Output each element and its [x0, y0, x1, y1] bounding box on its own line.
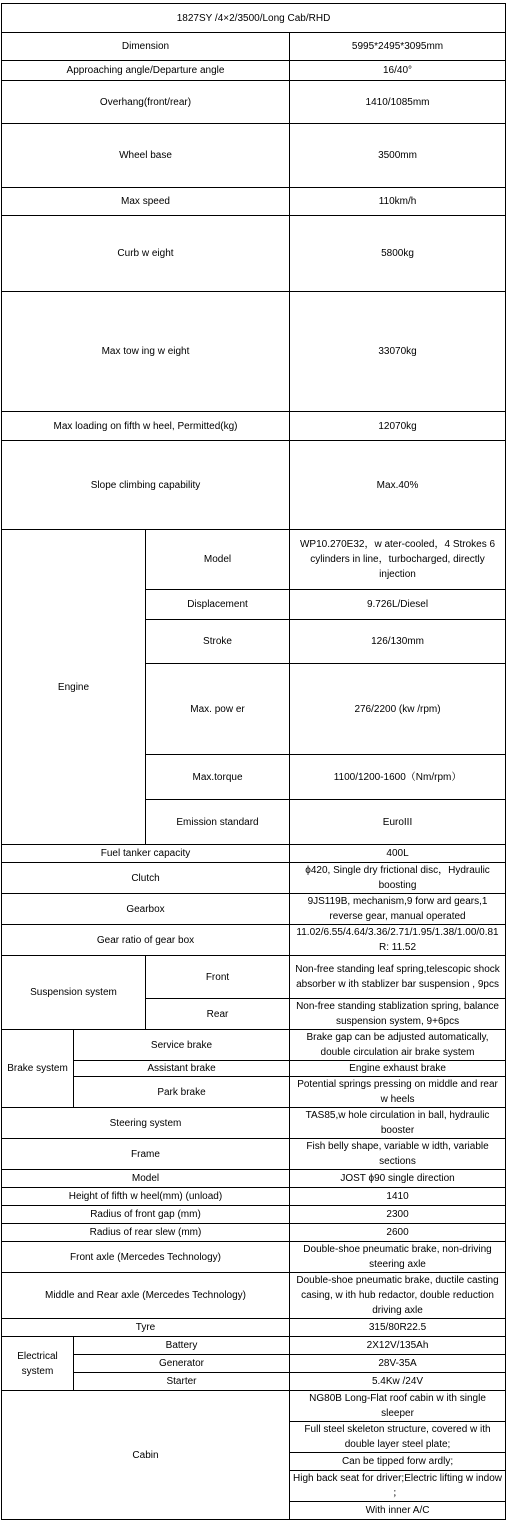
fifth-wheel-loading-value: 12070kg: [290, 412, 506, 441]
max-torque-label: Max.torque: [146, 755, 290, 800]
cabin-item: Full steel skeleton structure, covered w ith double layer steel plate;: [290, 1422, 506, 1453]
clutch-label: Clutch: [2, 863, 290, 894]
rear-slew-value: 2600: [290, 1224, 506, 1242]
table-row: [2, 1061, 506, 1077]
approach-departure-value: 16/40°: [290, 61, 506, 81]
wheel-base-value: 3500mm: [290, 124, 506, 188]
suspension-rear-label: Rear: [146, 999, 290, 1030]
overhang-label: Overhang(front/rear): [2, 81, 290, 124]
title-row: [2, 4, 506, 33]
table-row: [2, 1319, 506, 1337]
max-towing-label: Max tow ing w eight: [2, 292, 290, 412]
brake-system-label: Brake system: [2, 1030, 74, 1108]
rear-axle-label: Middle and Rear axle (Mercedes Technology): [2, 1273, 290, 1319]
service-brake-label: Service brake: [74, 1030, 290, 1061]
stroke-label: Stroke: [146, 620, 290, 664]
assistant-brake-value: Engine exhaust brake: [290, 1061, 506, 1077]
dimension-label: Dimension: [2, 33, 290, 61]
cabin-item: NG80B Long-Flat roof cabin w ith single sleeper: [290, 1391, 506, 1422]
table-row: [2, 956, 506, 999]
rear-axle-value: Double-shoe pneumatic brake, ductile casting casing, w ith hub redactor, double reduction driving axle: [290, 1273, 506, 1319]
suspension-front-label: Front: [146, 956, 290, 999]
engine-model-label: Model: [146, 530, 290, 590]
max-torque-value: 1100/1200-1600（Nm/rpm）: [290, 755, 506, 800]
fuel-tank-label: Fuel tanker capacity: [2, 845, 290, 863]
starter-value: 5.4Kw /24V: [290, 1373, 506, 1391]
park-brake-label: Park brake: [74, 1077, 290, 1108]
park-brake-value: Potential springs pressing on middle and rear w heels: [290, 1077, 506, 1108]
slope-value: Max.40%: [290, 441, 506, 530]
table-row: [2, 292, 506, 412]
table-row: [2, 1139, 506, 1170]
curb-weight-label: Curb w eight: [2, 216, 290, 292]
frame-value: Fish belly shape, variable w idth, variable sections: [290, 1139, 506, 1170]
spec-table: [1, 3, 506, 1520]
max-power-label: Max. pow er: [146, 664, 290, 755]
fuel-tank-value: 400L: [290, 845, 506, 863]
generator-value: 28V-35A: [290, 1355, 506, 1373]
table-row: [2, 863, 506, 894]
table-row: [2, 1355, 506, 1373]
table-row: [2, 1273, 506, 1319]
cabin-label: Cabin: [2, 1391, 290, 1520]
suspension-rear-value: Non-free standing stablization spring, balance suspension system, 9+6pcs: [290, 999, 506, 1030]
table-row: [2, 894, 506, 925]
suspension-label: Suspension system: [2, 956, 146, 1030]
engine-model-value: WP10.270E32，w ater-cooled，4 Strokes 6 cylinders in line，turbocharged, directly injection: [290, 530, 506, 590]
battery-value: 2X12V/135Ah: [290, 1337, 506, 1355]
table-row: [2, 1030, 506, 1061]
table-row: [2, 1206, 506, 1224]
table-row: [2, 1170, 506, 1188]
cabin-item: Can be tipped forw ardly;: [290, 1453, 506, 1471]
cabin-item: With inner A/C: [290, 1502, 506, 1520]
tyre-label: Tyre: [2, 1319, 290, 1337]
table-row: [2, 1188, 506, 1206]
gearbox-value: 9JS119B, mechanism,9 forw ard gears,1 reverse gear, manual operated: [290, 894, 506, 925]
slope-label: Slope climbing capability: [2, 441, 290, 530]
overhang-value: 1410/1085mm: [290, 81, 506, 124]
table-row: [2, 1337, 506, 1355]
max-speed-label: Max speed: [2, 188, 290, 216]
approach-departure-label: Approaching angle/Departure angle: [2, 61, 290, 81]
steering-value: TAS85,w hole circulation in ball, hydraulic booster: [290, 1108, 506, 1139]
fifth-wheel-loading-label: Max loading on fifth w heel, Permitted(kg): [2, 412, 290, 441]
frame-label: Frame: [2, 1139, 290, 1170]
table-row: [2, 216, 506, 292]
gear-ratio-value: 11.02/6.55/4.64/3.36/2.71/1.95/1.38/1.00/0.81 R: 11.52: [290, 925, 506, 956]
emission-value: EuroIII: [290, 800, 506, 845]
table-row: [2, 1373, 506, 1391]
service-brake-value: Brake gap can be adjusted automatically, double circulation air brake system: [290, 1030, 506, 1061]
front-gap-label: Radius of front gap (mm): [2, 1206, 290, 1224]
cabin-item: High back seat for driver;Electric lifting w indow ；: [290, 1471, 506, 1502]
table-row: [2, 1224, 506, 1242]
table-row: [2, 61, 506, 81]
table-row: [2, 124, 506, 188]
max-towing-value: 33070kg: [290, 292, 506, 412]
front-axle-value: Double-shoe pneumatic brake, non-driving steering axle: [290, 1242, 506, 1273]
table-row: [2, 441, 506, 530]
table-row: [2, 530, 506, 590]
fifth-wheel-model-label: Model: [2, 1170, 290, 1188]
steering-label: Steering system: [2, 1108, 290, 1139]
fifth-wheel-height-label: Height of fifth w heel(mm) (unload): [2, 1188, 290, 1206]
front-axle-label: Front axle (Mercedes Technology): [2, 1242, 290, 1273]
fifth-wheel-height-value: 1410: [290, 1188, 506, 1206]
emission-label: Emission standard: [146, 800, 290, 845]
gear-ratio-label: Gear ratio of gear box: [2, 925, 290, 956]
displacement-value: 9.726L/Diesel: [290, 590, 506, 620]
displacement-label: Displacement: [146, 590, 290, 620]
table-row: [2, 1242, 506, 1273]
generator-label: Generator: [74, 1355, 290, 1373]
engine-label: Engine: [2, 530, 146, 845]
table-row: [2, 81, 506, 124]
clutch-value: ϕ420, Single dry frictional disc，Hydraulic boosting: [290, 863, 506, 894]
rear-slew-label: Radius of rear slew (mm): [2, 1224, 290, 1242]
battery-label: Battery: [74, 1337, 290, 1355]
assistant-brake-label: Assistant brake: [74, 1061, 290, 1077]
table-row: [2, 188, 506, 216]
curb-weight-value: 5800kg: [290, 216, 506, 292]
fifth-wheel-model-value: JOST ϕ90 single direction: [290, 1170, 506, 1188]
table-row: [2, 412, 506, 441]
electrical-system-label: Electrical system: [2, 1337, 74, 1391]
suspension-front-value: Non-free standing leaf spring,telescopic shock absorber w ith stablizer bar suspension , 9pcs: [290, 956, 506, 999]
table-row: [2, 1108, 506, 1139]
max-power-value: 276/2200 (kw /rpm): [290, 664, 506, 755]
table-row: [2, 1391, 506, 1422]
front-gap-value: 2300: [290, 1206, 506, 1224]
dimension-value: 5995*2495*3095mm: [290, 33, 506, 61]
table-row: [2, 1077, 506, 1108]
gearbox-label: Gearbox: [2, 894, 290, 925]
table-row: [2, 33, 506, 61]
tyre-value: 315/80R22.5: [290, 1319, 506, 1337]
wheel-base-label: Wheel base: [2, 124, 290, 188]
spec-title: 1827SY /4×2/3500/Long Cab/RHD: [2, 4, 506, 33]
stroke-value: 126/130mm: [290, 620, 506, 664]
starter-label: Starter: [74, 1373, 290, 1391]
table-row: [2, 845, 506, 863]
table-row: [2, 925, 506, 956]
max-speed-value: 110km/h: [290, 188, 506, 216]
